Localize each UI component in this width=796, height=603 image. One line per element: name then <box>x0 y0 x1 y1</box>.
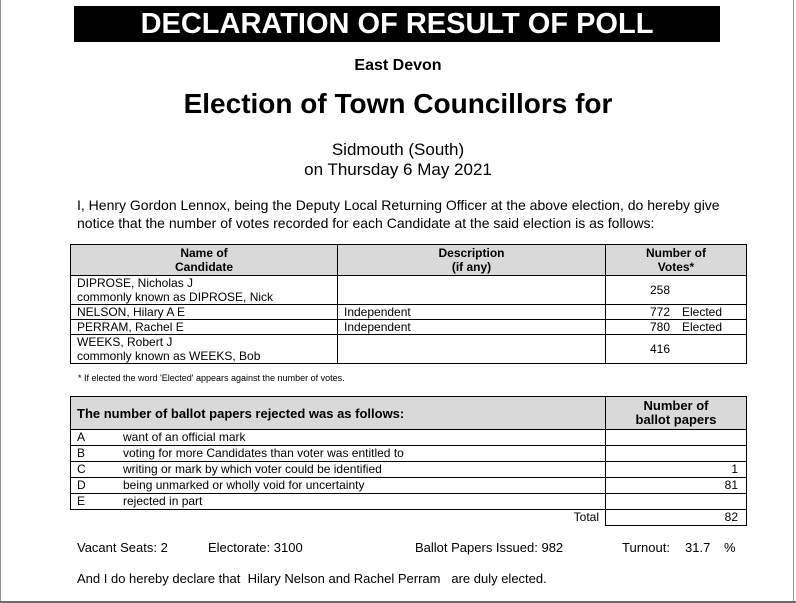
candidate-name-cell <box>71 305 338 320</box>
candidate-name: WEEKS, Robert J <box>77 335 173 349</box>
rejected-count <box>606 430 747 446</box>
rejected-count-header-line1: Number of <box>643 398 709 413</box>
electorate: Electorate: 3100 <box>208 540 303 555</box>
rejected-row <box>71 446 747 462</box>
candidate-description <box>338 335 606 364</box>
rejected-reason: rejected in part <box>123 494 606 510</box>
notice-text: I, Henry Gordon Lennox, being the Deputy Local Returning Officer at the above election, do hereby give notice that the number of votes recorded for each Candidate at the said election is as follows: <box>77 197 720 231</box>
description-header <box>338 245 606 276</box>
ward-name: Sidmouth (South) <box>331 140 465 159</box>
rejected-letter: C <box>71 462 124 478</box>
election-title: Election of Town Councillors for <box>183 88 613 119</box>
candidate-votes-cell <box>606 305 747 320</box>
rejected-reason: writing or mark by which voter could be identified <box>123 462 606 478</box>
candidate-votes: 772 <box>649 305 670 319</box>
rejected-header-row <box>71 397 747 430</box>
candidates-table <box>70 244 747 364</box>
votes-header-line1: Number of <box>646 246 706 260</box>
declaration-banner: DECLARATION OF RESULT OF POLL <box>74 6 720 42</box>
rejected-letter: D <box>71 478 124 494</box>
declaration-statement <box>77 571 547 586</box>
candidate-votes-cell <box>606 276 747 305</box>
turnout-unit: % <box>724 540 736 555</box>
candidate-row <box>71 276 747 305</box>
candidate-known-as: commonly known as DIPROSE, Nick <box>77 290 274 304</box>
rejected-letter: A <box>71 430 124 446</box>
rejected-count-header-line2: ballot papers <box>635 412 717 427</box>
rejected-reason: want of an official mark <box>123 430 606 446</box>
candidates-header-row <box>71 245 747 276</box>
candidate-name-cell <box>71 335 338 364</box>
rejected-row <box>71 478 747 494</box>
rejected-count: 81 <box>606 478 747 494</box>
candidate-name: PERRAM, Rachel E <box>77 320 184 334</box>
candidate-votes: 258 <box>649 283 670 297</box>
rejected-letter: B <box>71 446 124 462</box>
candidate-votes-cell <box>606 335 747 364</box>
rejected-reason: being unmarked or wholly void for uncertainty <box>123 478 606 494</box>
rejected-ballots-table <box>70 396 747 526</box>
candidate-status <box>670 283 682 297</box>
description-header-line1: Description <box>438 246 505 260</box>
candidate-description <box>338 276 606 305</box>
rejected-count-header <box>606 397 747 430</box>
rejected-heading: The number of ballot papers rejected was as follows: <box>71 397 606 430</box>
candidate-description: Independent <box>338 320 606 335</box>
rejected-letter: E <box>71 494 124 510</box>
description-header-line2: (if any) <box>451 260 492 274</box>
candidate-name: NELSON, Hilary A E <box>77 305 186 319</box>
rejected-count: 1 <box>606 462 747 478</box>
candidate-status: Elected <box>682 320 723 334</box>
poll-date: on Thursday 6 May 2021 <box>304 160 492 179</box>
name-header-line1: Name of <box>180 246 228 260</box>
rejected-row <box>71 494 747 510</box>
rejected-count <box>606 446 747 462</box>
turnout-value: 31.7 <box>685 540 711 555</box>
rejected-count <box>606 494 747 510</box>
candidate-row <box>71 335 747 364</box>
votes-header <box>606 245 747 276</box>
ballot-papers-issued: Ballot Papers Issued: 982 <box>415 540 564 555</box>
candidate-name: DIPROSE, Nicholas J <box>77 276 194 290</box>
candidate-known-as: commonly known as WEEKS, Bob <box>77 349 261 363</box>
candidate-description: Independent <box>338 305 606 320</box>
candidate-votes: 416 <box>649 342 670 356</box>
votes-footnote: * If elected the word 'Elected' appears against the number of votes. <box>78 373 345 383</box>
rejected-total-row <box>71 510 747 526</box>
candidate-votes-cell <box>606 320 747 335</box>
total-label: Total <box>123 510 606 526</box>
candidate-row <box>71 305 747 320</box>
rejected-reason: voting for more Candidates than voter was entitled to <box>123 446 606 462</box>
name-header-line2: Candidate <box>174 260 233 274</box>
rejected-total: 82 <box>606 510 747 526</box>
declaration-prefix: And I do hereby declare that <box>77 571 241 586</box>
candidate-name-cell <box>71 276 338 305</box>
vacant-seats: Vacant Seats: 2 <box>77 540 168 555</box>
candidate-status <box>670 342 682 356</box>
candidate-status: Elected <box>682 305 723 319</box>
votes-header-line2: Votes* <box>657 260 695 274</box>
rejected-row <box>71 430 747 446</box>
elected-names: Hilary Nelson and Rachel Perram <box>247 571 441 586</box>
turnout-label: Turnout: <box>622 540 670 555</box>
candidate-row <box>71 320 747 335</box>
name-header <box>71 245 338 276</box>
district-name: East Devon <box>354 57 442 74</box>
candidate-name-cell <box>71 320 338 335</box>
candidate-votes: 780 <box>649 320 670 334</box>
total-spacer <box>71 510 124 526</box>
declaration-suffix: are duly elected. <box>451 571 547 586</box>
rejected-row <box>71 462 747 478</box>
